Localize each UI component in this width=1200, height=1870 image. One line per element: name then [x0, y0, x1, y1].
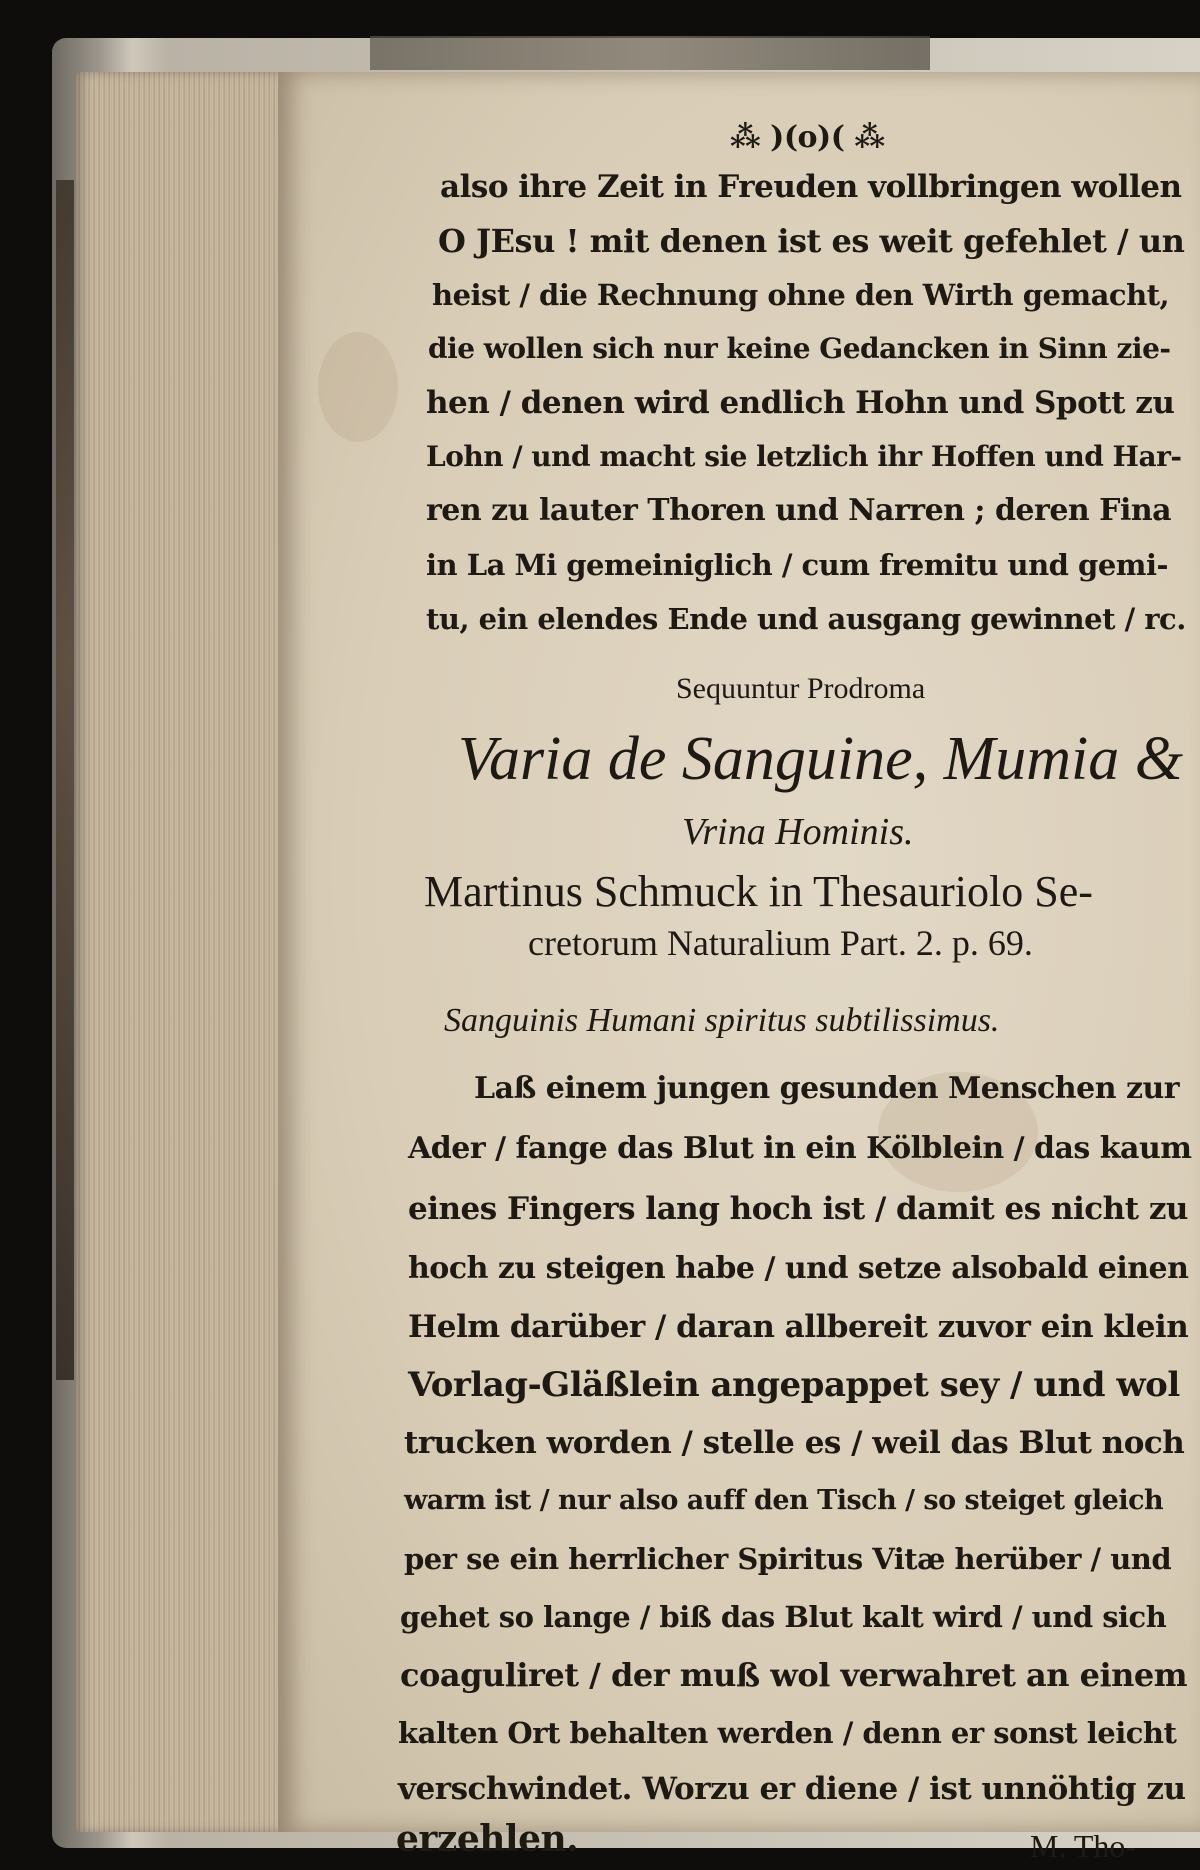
top-cover-edge: [370, 36, 930, 70]
text-line: hen / denen wird endlich Hohn und Spott zu: [426, 385, 1175, 421]
text-line: Lohn / und macht sie letzlich ihr Hoffen und Har-: [426, 440, 1182, 473]
text-line: heist / die Rechnung ohne den Wirth gemacht,: [432, 278, 1170, 312]
text-line: erzehlen.: [396, 1818, 579, 1860]
section-title: Varia de Sanguine, Mumia &: [458, 725, 1183, 793]
cover-edge-damage: [56, 180, 74, 1380]
text-line: Vorlag-Gläßlein angepappet sey / und wol: [408, 1365, 1180, 1405]
text-line: hoch zu steigen habe / und setze alsobald einen: [408, 1251, 1189, 1286]
text-line: die wollen sich nur keine Gedancken in Sinn zie-: [428, 332, 1171, 365]
text-line: coaguliret / der muß wol verwahret an einem: [400, 1656, 1188, 1694]
text-line: kalten Ort behalten werden / denn er sonst leicht: [398, 1716, 1177, 1750]
text-line: Helm darüber / daran allbereit zuvor ein klein: [408, 1309, 1189, 1345]
text-line: tu, ein elendes Ende und ausgang gewinnet / rc.: [426, 602, 1186, 636]
text-line: ren zu lauter Thoren und Narren ; deren Fina: [426, 493, 1172, 528]
text-line: also ihre Zeit in Freuden vollbringen wollen: [440, 169, 1182, 205]
sequuntur-heading: Sequuntur Prodroma: [676, 672, 926, 705]
text-line: warm ist / nur also auff den Tisch / so steiget gleich: [404, 1485, 1164, 1516]
section-title-line-2: Vrina Hominis.: [682, 811, 914, 853]
page-edges: [76, 72, 286, 1832]
recipe-subheading: Sanguinis Humani spiritus subtilissimus.: [444, 1002, 1000, 1039]
text-line: verschwindet. Worzu er diene / ist unnöhtig zu: [398, 1771, 1186, 1807]
text-line: O JEsu ! mit denen ist es weit gefehlet / un: [438, 222, 1185, 260]
page-header-ornament: ⁂ )(o)( ⁂: [730, 120, 885, 155]
page-stain: [318, 332, 398, 442]
text-line: eines Fingers lang hoch ist / damit es nicht zu: [408, 1191, 1188, 1227]
catchword: M. Tho-: [1030, 1828, 1137, 1864]
text-line: trucken worden / stelle es / weil das Blut noch: [404, 1425, 1185, 1461]
author-citation-line-2: cretorum Naturalium Part. 2. p. 69.: [528, 923, 1033, 963]
text-line: Laß einem jungen gesunden Menschen zur: [474, 1071, 1180, 1106]
author-citation: Martinus Schmuck in Thesauriolo Se-: [424, 867, 1093, 916]
text-line: per se ein herrlicher Spiritus Vitæ herüber / und: [404, 1542, 1172, 1576]
text-line: Ader / fange das Blut in ein Kölblein / das kaum: [408, 1131, 1192, 1166]
text-line: gehet so lange / biß das Blut kalt wird / und sich: [400, 1600, 1167, 1634]
text-line: in La Mi gemeiniglich / cum fremitu und gemi-: [426, 548, 1169, 582]
